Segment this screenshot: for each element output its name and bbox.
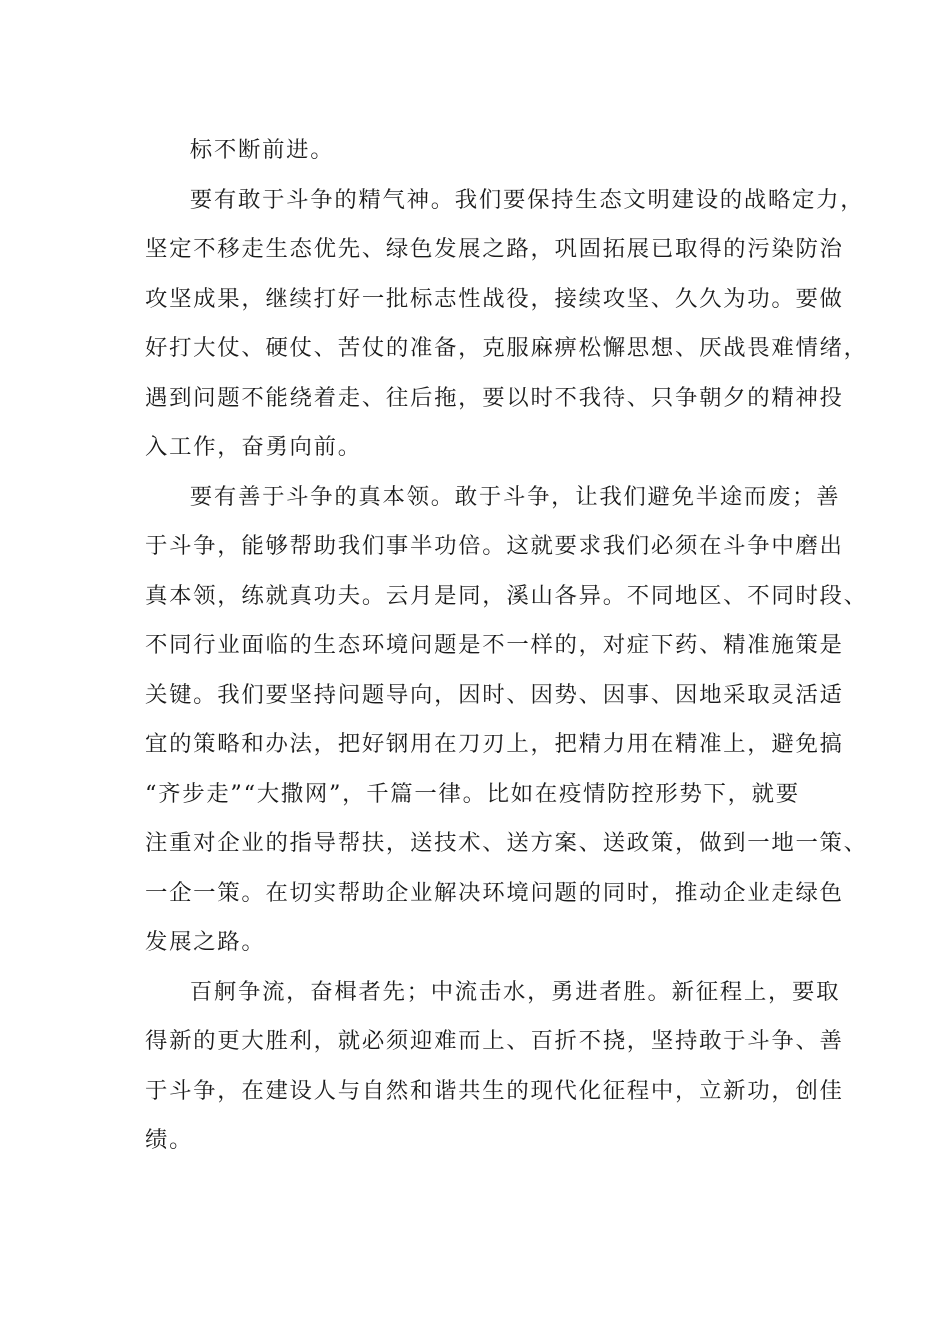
- text-line: 宜的策略和办法，把好钢用在刀刃上，把精力用在精准上，避免搞: [145, 731, 844, 757]
- text-line: 一企一策。在切实帮助企业解决环境问题的同时，推动企业走绿色: [145, 879, 844, 906]
- text-line: 得新的更大胜利，就必须迎难而上、百折不挠，坚持敢于斗争、善: [145, 1028, 844, 1054]
- text-line: 于斗争，能够帮助我们事半功倍。这就要求我们必须在斗争中磨出: [145, 533, 844, 559]
- text-line: 遇到问题不能绕着走、往后拖，要以时不我待、只争朝夕的精神投: [145, 384, 844, 411]
- text-line: 真本领，练就真功夫。云月是同，溪山各异。不同地区、不同时段、: [145, 582, 868, 609]
- text-line: 攻坚成果，继续打好一批标志性战役，接续攻坚、久久为功。要做: [145, 285, 844, 312]
- text-line: 好打大仗、硬仗、苦仗的准备，克服麻痹松懈思想、厌战畏难情绪，: [145, 335, 868, 361]
- text-line: 入工作，奋勇向前。: [145, 434, 362, 460]
- text-line: 关键。我们要坚持问题导向，因时、因势、因事、因地采取灵活适: [145, 681, 844, 708]
- text-line: 要有善于斗争的真本领。敢于斗争，让我们避免半途而废；善: [189, 483, 841, 510]
- text-line: 发展之路。: [145, 929, 266, 955]
- text-line: 坚定不移走生态优先、绿色发展之路，巩固拓展已取得的污染防治: [145, 236, 844, 262]
- document-body: [145, 126, 868, 1166]
- text-line: 要有敢于斗争的精气神。我们要保持生态文明建设的战略定力，: [189, 186, 865, 213]
- paragraph-fighting-skill: [145, 473, 868, 968]
- text-line: 不同行业面临的生态环境问题是不一样的，对症下药、精准施策是: [145, 632, 844, 658]
- paragraph-continuation: [145, 126, 807, 176]
- text-line: 于斗争，在建设人与自然和谐共生的现代化征程中，立新功，创佳: [145, 1077, 844, 1104]
- text-line: 绩。: [145, 1127, 194, 1153]
- text-line: 百舸争流，奋楫者先；中流击水，勇进者胜。新征程上，要取: [189, 978, 841, 1005]
- paragraph-fighting-spirit: [145, 176, 868, 473]
- paragraph-conclusion: [145, 968, 844, 1166]
- text-line: 注重对企业的指导帮扶，送技术、送方案、送政策，做到一地一策、: [145, 830, 868, 856]
- text-line: “齐步走”“大撒网”，千篇一律。比如在疫情防控形势下，就要: [145, 780, 800, 807]
- text-line: 标不断前进。: [189, 137, 335, 163]
